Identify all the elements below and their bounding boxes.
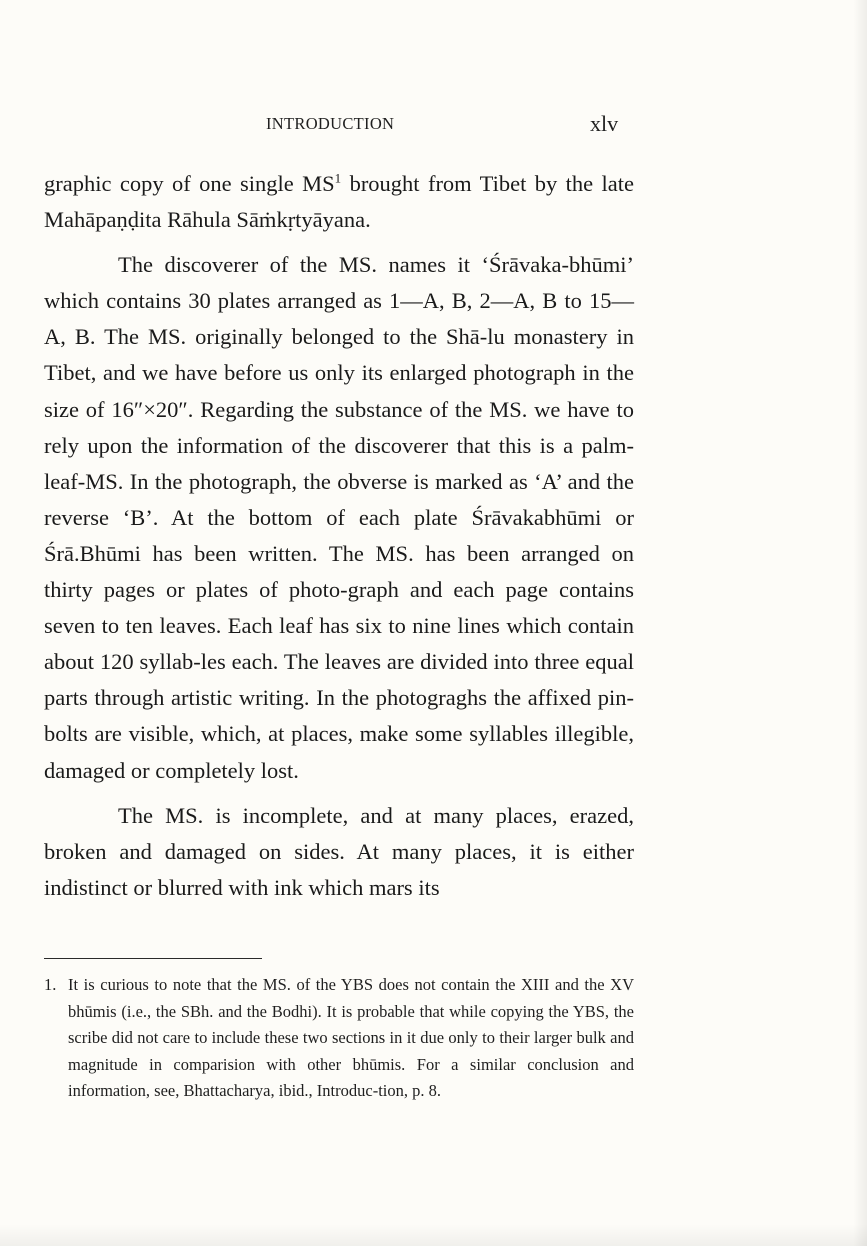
paragraph-1-text-continued: brought from Tibet by the late Mahāpaṇḍita Rāhula Sāṁkṛtyāyana. [44, 171, 635, 233]
paragraph-3: The MS. is incomplete, and at many places, erazed, broken and damaged on sides. At many places, it is either indistinct or blurred with ink which mars its [44, 802, 634, 900]
paragraph-2: The discoverer of the MS. names it ‘Śrāvaka-bhūmi’ which contains 30 plates arranged as 1—A, B, 2—A, B to 15—A, B. The MS. originally belonged to the Shā-lu monastery in Tibet, and we have before us only its enlarged photograph in the size of 16″×20″. Regarding the substance of the MS. we have to rely upon the information of the discoverer that this is a palm-leaf-MS. In the photograph, the obverse is marked as ‘A’ and the reverse ‘B’. At the bottom of each plate Śrāvakabhūmi or Śrā.Bhūmi has been written. The MS. has been arranged on thirty pages or plates of photo-graph and each page contains seven to ten leaves. Each leaf has six to nine lines which contain about 120 syllab-les each. The leaves are divided into three equal parts through artistic writing. In the photograghs the affixed pin-bolts are visible, which, at places, make some syllables illegible, damaged or completely lost. [44, 252, 634, 783]
body-text [44, 166, 634, 906]
footnote-number: 1. [44, 975, 57, 994]
footnote-text: It is curious to note that the MS. of the YBS does not contain the XIII and the XV bhūmis (i.e., the SBh. and the Bodhi). It is probable that while copying the YBS, the scribe did not care to include these two sections in it due only to their larger bulk and magnitude in comparision with other bhūmis. For a similar conclusion and information, see, Bhattacharya, ibid., Introduc-tion, p. 8. [68, 975, 634, 1101]
page-edge-shadow [853, 0, 867, 1246]
running-head: INTRODUCTION [266, 114, 395, 133]
footnotes [44, 972, 634, 1105]
footnote [44, 972, 634, 1105]
paragraph-1 [44, 166, 634, 238]
footnote-divider [44, 958, 262, 959]
page-number: xlv [590, 111, 619, 136]
paragraph-1-text: graphic copy of one single MS [44, 171, 335, 196]
footnote-reference: 1 [334, 170, 342, 186]
page-bottom-shadow [0, 1224, 867, 1246]
